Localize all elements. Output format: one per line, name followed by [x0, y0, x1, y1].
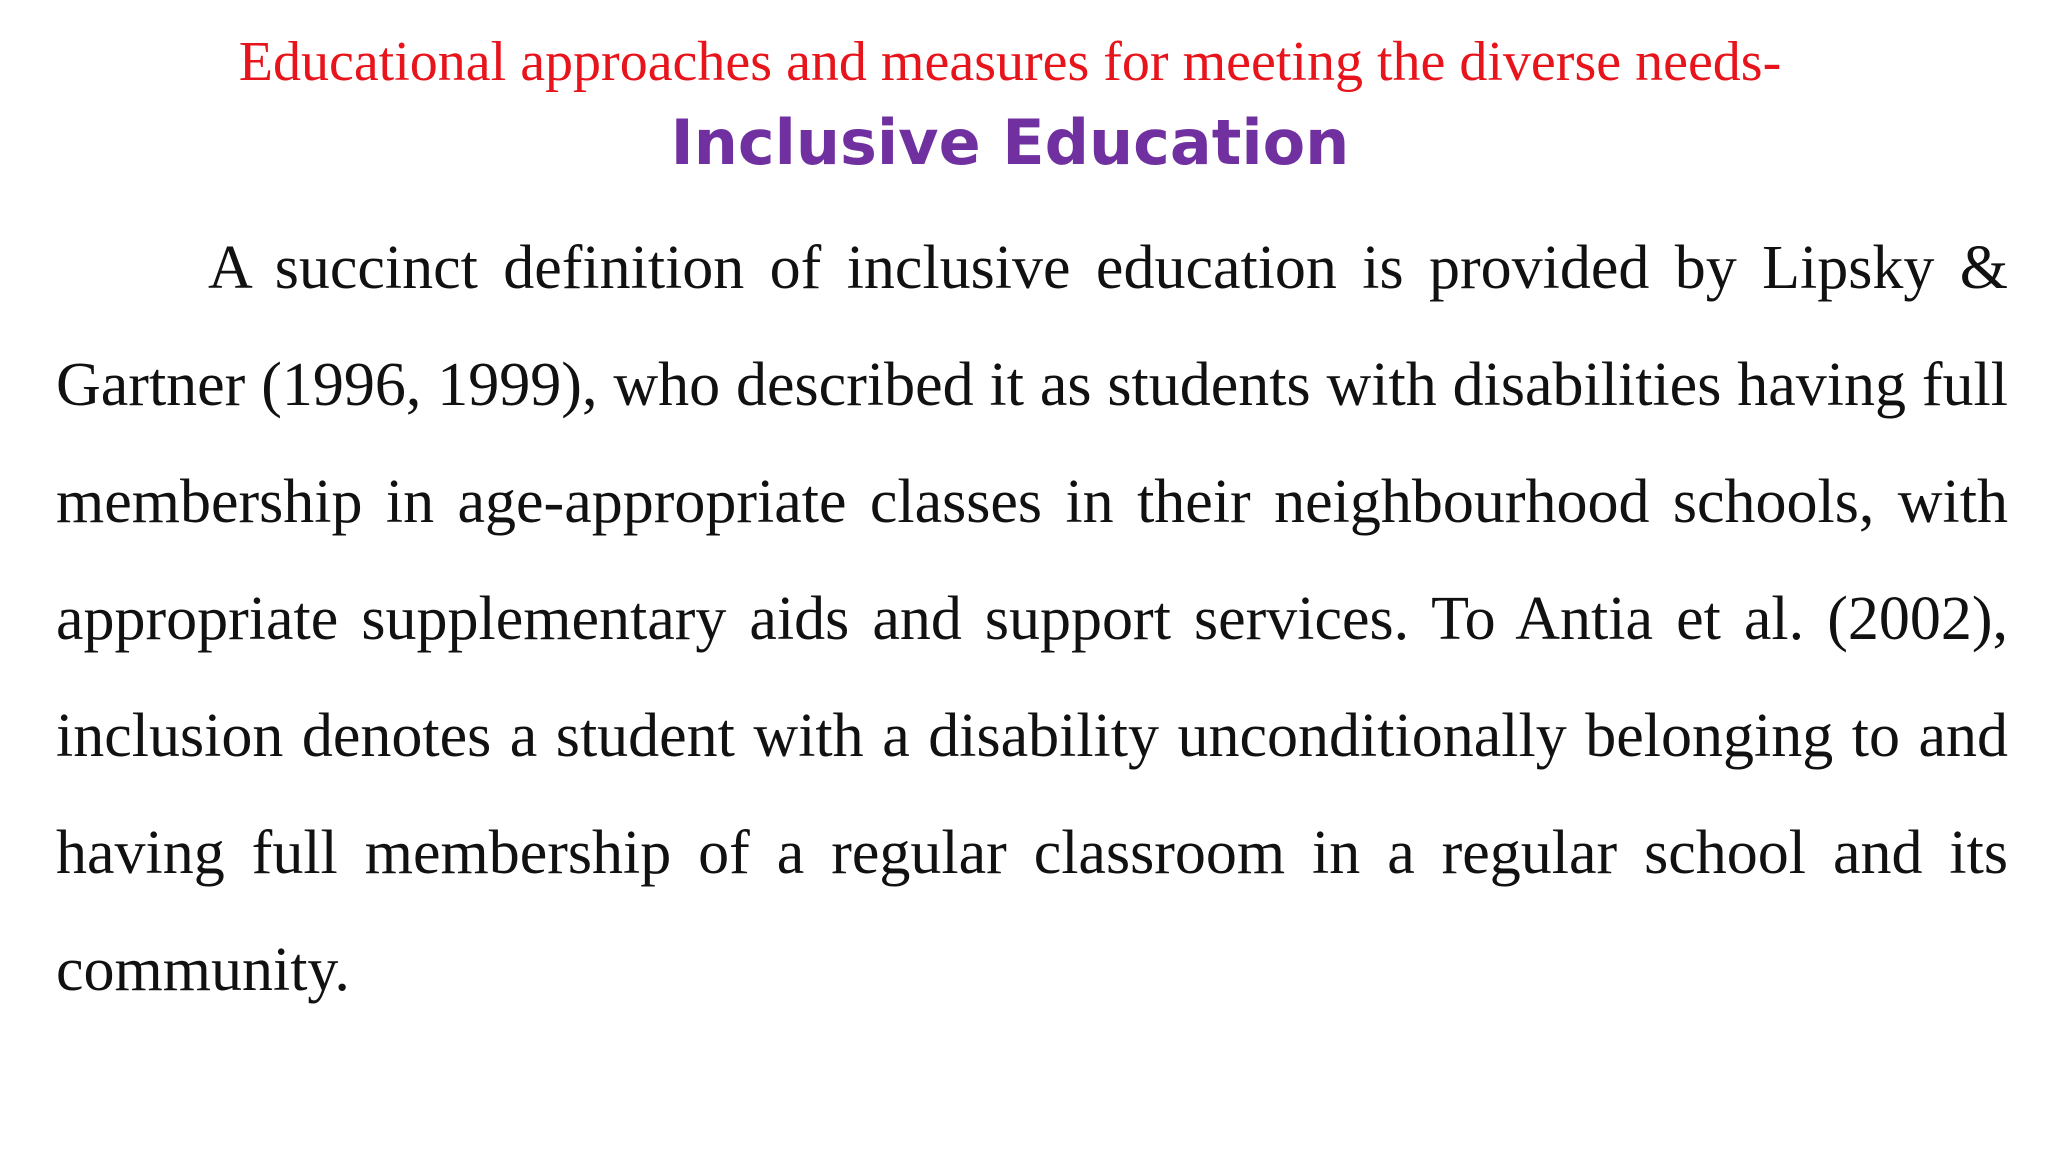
slide-supertitle: Educational approaches and measures for meeting the diverse needs- [238, 31, 1782, 93]
body-paragraph: A succinct definition of inclusive education is provided by Lipsky & Gartner (1996, 1999), who described it as students with disabilities having full membership in age-appropriate classes in their neighbourhood schools, with appropriate supplementary aids and support services. To Antia et al. (2002), inclusion denotes a student with a disability unconditionally belonging to and having full membership of a regular classroom in a regular school and its community. [56, 234, 2008, 1004]
slide-title: Inclusive Education [670, 106, 1350, 179]
